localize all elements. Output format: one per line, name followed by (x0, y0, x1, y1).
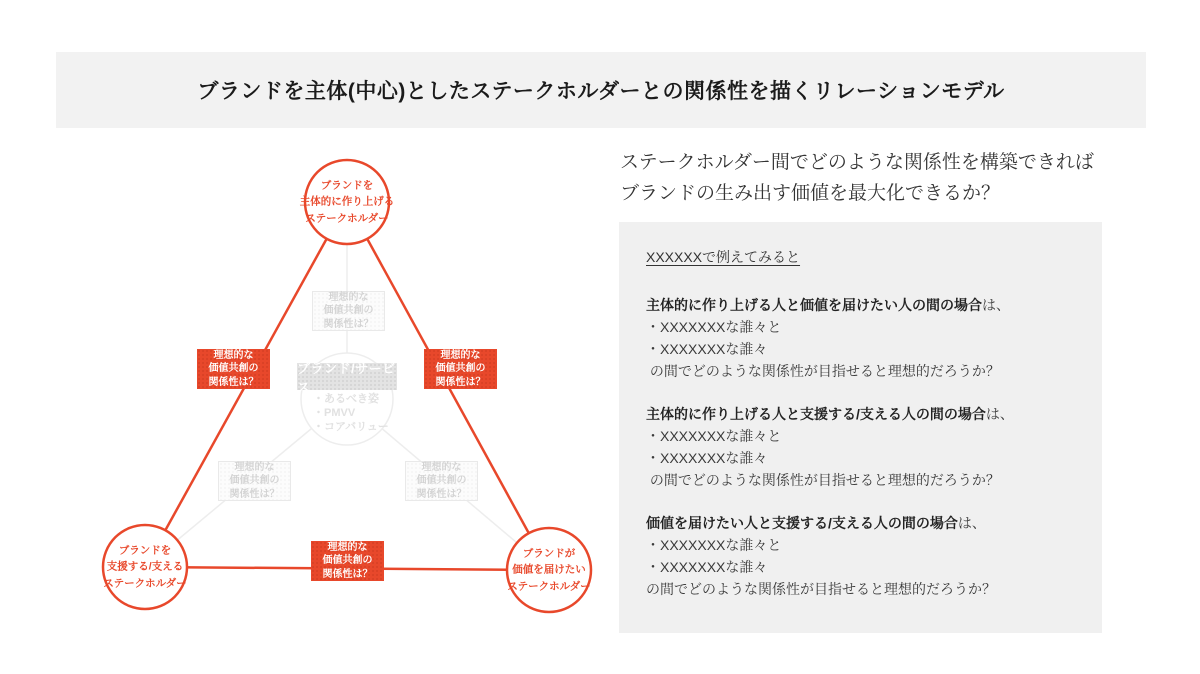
stakeholder-left-line2: 支援する/支える (106, 560, 184, 573)
question-box-center-left (218, 461, 291, 501)
block-bullet: ・XXXXXXXな誰々と (646, 428, 782, 444)
question-heading (620, 148, 1145, 210)
stakeholder-top-line1: ブランドを (320, 179, 374, 192)
question-line1: 理想的な (213, 349, 254, 361)
block-lead (646, 294, 1074, 316)
stakeholder-top-line2: 主体的に作り上げる (299, 195, 395, 208)
question-line3: 関係性は？ (323, 318, 374, 330)
stakeholder-left-line3: ステークホルダー (103, 577, 187, 590)
stakeholder-right-line3: ステークホルダー (507, 580, 591, 593)
title-bar (56, 52, 1146, 128)
question-line3: 関係性は？ (208, 376, 259, 388)
question-line3: 関係性は？ (322, 568, 373, 580)
brand-item-core-value: ・コアバリュー (313, 421, 389, 434)
brand-service-label: ブランド/サービス (297, 360, 396, 395)
block-bullet: ・XXXXXXXな誰々 (646, 450, 768, 466)
example-block-3 (646, 512, 1074, 600)
question-heading-line2: ブランドの生み出す価値を最大化できるか？ (620, 182, 1001, 204)
example-block-2 (646, 403, 1074, 491)
question-line1: 理想的な (421, 461, 462, 473)
stakeholder-right-line1: ブランドが (522, 547, 576, 560)
block-lead-rest: は、 (982, 297, 1010, 313)
block-lead-bold: 主体的に作り上げる人と価値を届けたい人の間の場合 (646, 297, 982, 313)
block-closing: の間でどのような関係性が目指せると理想的だろうか？ (646, 363, 1000, 379)
stakeholder-top-label (291, 178, 403, 227)
question-line1: 理想的な (327, 541, 368, 553)
page-title: ブランドを主体(中心)としたステークホルダーとの関係性を描くリレーションモデル (197, 80, 1005, 103)
stakeholder-right-line2: 価値を届けたい (512, 563, 586, 576)
question-line1: 理想的な (440, 349, 481, 361)
block-lead-rest: は、 (957, 515, 986, 531)
block-lead (646, 403, 1074, 425)
example-block-1 (646, 294, 1074, 382)
block-lead (646, 512, 1074, 534)
question-line3: 関係性は？ (435, 376, 486, 388)
block-bullet: ・XXXXXXXな誰々 (646, 559, 768, 575)
block-lead-bold: 価値を届けたい人と支援する/支える人の間の場合 (646, 515, 958, 531)
block-closing: の間でどのような関係性が目指せると理想的だろうか？ (646, 581, 996, 597)
block-lead-bold: 主体的に作り上げる人と支援する/支える人の間の場合 (646, 406, 986, 422)
question-line2: 価値共創の (229, 475, 280, 487)
stakeholder-right-label (493, 546, 605, 595)
stakeholder-top-line3: ステークホルダー (305, 212, 389, 225)
question-line2: 価値共創の (323, 305, 374, 317)
example-intro: XXXXXXで例えてみると (646, 249, 801, 265)
brand-item-pmvv: ・PMVV (313, 407, 356, 420)
brand-item-ideal-state: ・あるべき姿 (313, 393, 379, 405)
example-panel (619, 222, 1102, 633)
question-box-left-edge (197, 349, 270, 389)
question-line2: 価値共創の (435, 363, 486, 375)
question-line1: 理想的な (328, 291, 369, 303)
block-bullet: ・XXXXXXXな誰々と (646, 537, 782, 553)
question-heading-line1: ステークホルダー間でどのような関係性を構築できれば (620, 152, 1094, 173)
question-line3: 関係性は？ (229, 488, 280, 500)
block-bullet: ・XXXXXXXな誰々 (646, 341, 768, 357)
block-closing: の間でどのような関係性が目指せると理想的だろうか？ (646, 472, 1000, 488)
stakeholder-left-label (89, 543, 201, 592)
stakeholder-left-line1: ブランドを (118, 544, 172, 557)
question-line1: 理想的な (234, 461, 275, 473)
question-line2: 価値共創の (208, 363, 259, 375)
question-line3: 関係性は？ (416, 488, 467, 500)
question-box-center-right (405, 461, 478, 501)
block-lead-rest: は、 (985, 406, 1014, 422)
question-box-center-top (312, 291, 385, 331)
question-box-bottom-edge (311, 541, 384, 581)
question-line2: 価値共創の (416, 475, 467, 487)
question-box-right-edge (424, 349, 497, 389)
block-bullet: ・XXXXXXXな誰々と (646, 319, 782, 335)
brand-service-items (313, 392, 389, 434)
relation-model-diagram (56, 140, 616, 645)
question-line2: 価値共創の (322, 555, 373, 567)
